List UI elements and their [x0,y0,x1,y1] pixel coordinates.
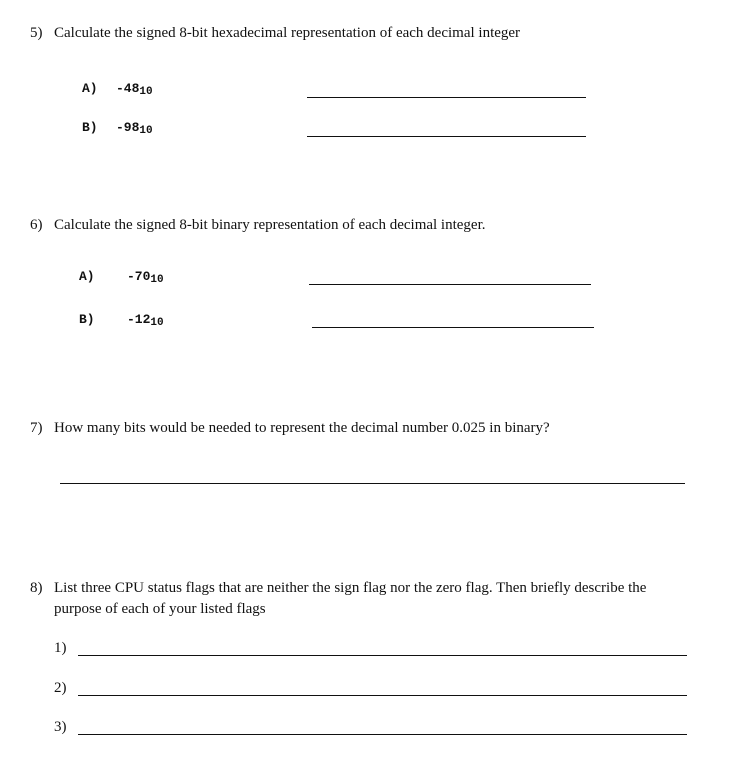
q6-b-base: 10 [150,317,164,329]
q8-item-3-label: 3) [54,719,67,735]
q7-answer-line[interactable] [60,483,685,484]
q6-number: 6) [30,217,43,233]
q5-a-label: A) [82,81,98,96]
q6-b-answer-line[interactable] [312,327,594,328]
q6-b-value: $-12_{10}$ [127,312,164,329]
q8-item-2-answer-line[interactable] [78,695,687,696]
q5-number: 5) [30,25,43,41]
q8-item-1-label: 1) [54,640,67,656]
q8-text-line1: List three CPU status flags that are neither the sign flag nor the zero flag. Then briefly describe the [54,580,647,596]
q5-a-value: $-48_{10}$ [116,81,153,98]
q8-text-line2: purpose of each of your listed flags [54,601,266,617]
q5-a-answer-line[interactable] [307,97,586,98]
q6-text: Calculate the signed 8-bit binary representation of each decimal integer. [54,217,486,233]
q8-number: 8) [30,580,43,596]
q6-a-base: 10 [150,274,164,286]
q6-b-label: B) [79,312,95,327]
q6-a-label: A) [79,269,95,284]
q5-text: Calculate the signed 8-bit hexadecimal representation of each decimal integer [54,25,521,41]
q8-item-1-answer-line[interactable] [78,655,687,656]
q5-b-label: B) [82,120,98,135]
q7-text: How many bits would be needed to represent the decimal number 0.025 in binary? [54,420,550,436]
q5-b-value: $-98_{10}$ [116,120,153,137]
q7-number: 7) [30,420,43,436]
q6-a-answer-line[interactable] [309,284,591,285]
q5-a-base: 10 [139,86,153,98]
q5-b-answer-line[interactable] [307,136,586,137]
q8-item-3-answer-line[interactable] [78,734,687,735]
q8-item-2-label: 2) [54,680,67,696]
q6-a-value: $-70_{10}$ [127,269,164,286]
q5-b-base: 10 [139,125,153,137]
